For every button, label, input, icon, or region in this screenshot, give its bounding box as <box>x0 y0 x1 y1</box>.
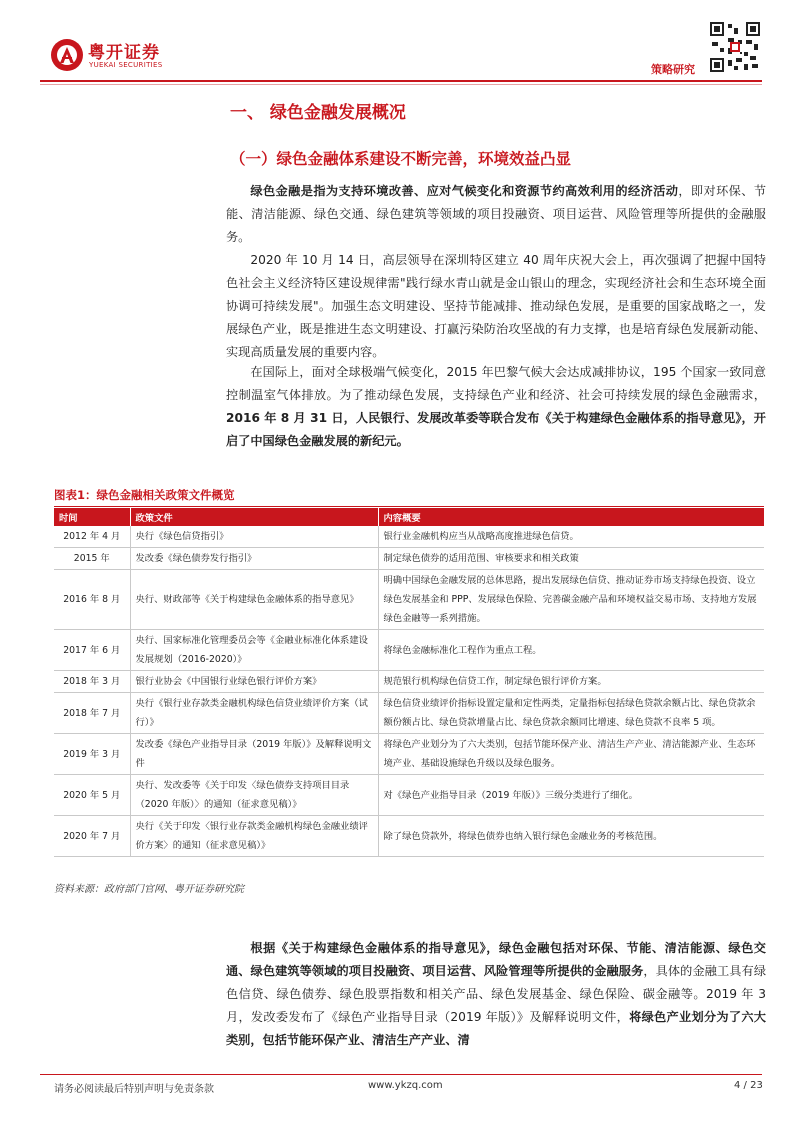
table-row <box>54 526 764 548</box>
brand-name-cn: 粤开证券 <box>88 43 160 63</box>
section-heading: 一、 绿色金融发展概况 <box>230 103 406 123</box>
paragraph-4-bold-2: 将绿色产业划分为了六大类别，包括节能环保产业、清洁生产产业、清 <box>226 1010 766 1047</box>
brand-name-en: YUEKAI SECURITIES <box>89 61 163 69</box>
table-row <box>54 671 764 693</box>
row-document: 央行、发改委等《关于印发〈绿色债券支持项目目录（2020 年版）〉的通知（征求意见稿）》 <box>130 775 378 816</box>
figure-title: 图表1：绿色金融相关政策文件概览 <box>54 488 235 502</box>
row-date: 2015 年 <box>54 548 130 570</box>
paragraph-1-bold: 绿色金融是指为支持环境改善、应对气候变化和资源节约高效利用的经济活动 <box>250 184 679 198</box>
row-document: 发改委《绿色产业指导目录（2019 年版）》及解释说明文件 <box>130 734 378 775</box>
row-document: 银行业协会《中国银行业绿色银行评价方案》 <box>130 671 378 693</box>
row-date: 2018 年 3 月 <box>54 671 130 693</box>
row-date: 2016 年 8 月 <box>54 570 130 630</box>
row-summary: 除了绿色贷款外，将绿色债券也纳入银行绿色金融业务的考核范围。 <box>378 816 764 857</box>
row-summary: 规范银行机构绿色信贷工作，制定绿色银行评价方案。 <box>378 671 764 693</box>
row-document: 央行《绿色信贷指引》 <box>130 526 378 548</box>
row-summary: 对《绿色产业指导目录（2019 年版）》三级分类进行了细化。 <box>378 775 764 816</box>
section-label: 策略研究 <box>651 63 695 76</box>
row-summary: 银行业金融机构应当从战略高度推进绿色信贷。 <box>378 526 764 548</box>
paragraph-1 <box>226 180 766 249</box>
row-document: 央行、国家标准化管理委员会等《金融业标准化体系建设发展规划（2016-2020）》 <box>130 630 378 671</box>
paragraph-4 <box>226 937 766 1052</box>
figure-title-rule <box>54 506 764 507</box>
paragraph-2-text: 2020 年 10 月 14 日，高层领导在深圳特区建立 40 周年庆祝大会上，再次强调了把握中国特色社会主义经济特区建设规律需"践行绿水青山就是金山银山的理念，实现经济社会和生态环境全面协调可持续发展"。加强生态文明建设、坚持节能减排、推动绿色发展，是重要的国家战略之一，发展绿色产业，既是推进生态文明建设、打赢污染防治攻坚战的有力支撑，也是培育绿色发展新动能、实现高质量发展的重要内容。 <box>226 253 766 359</box>
footer-disclaimer: 请务必阅读最后特别声明与免责条款 <box>54 1084 214 1095</box>
paragraph-3-text: 在国际上，面对全球极端气候变化，2015 年巴黎气候大会达成减排协议，195 个国家一致同意控制温室气体排放。为了推动绿色发展，支持绿色产业和经济、社会可持续发展的绿色金融需求， <box>226 365 766 402</box>
row-summary: 制定绿色债券的适用范围、审核要求和相关政策 <box>378 548 764 570</box>
figure-source: 资料来源：政府部门官网、粤开证券研究院 <box>54 884 244 895</box>
row-date: 2020 年 5 月 <box>54 775 130 816</box>
paragraph-2 <box>226 249 766 364</box>
row-document: 发改委《绿色债券发行指引》 <box>130 548 378 570</box>
footer-url[interactable]: www.ykzq.com <box>368 1080 443 1091</box>
footer-divider <box>40 1074 762 1075</box>
row-date: 2020 年 7 月 <box>54 816 130 857</box>
row-date: 2012 年 4 月 <box>54 526 130 548</box>
row-summary: 明确中国绿色金融发展的总体思路，提出发展绿色信贷、推动证券市场支持绿色投资、设立绿色发展基金和 PPP、发展绿色保险、完善碳金融产品和环境权益交易市场、支持地方发展绿色金融等一系列措施。 <box>378 570 764 630</box>
column-header-date: 时间 <box>54 508 130 526</box>
row-summary: 绿色信贷业绩评价指标设置定量和定性两类，定量指标包括绿色贷款余额占比、绿色贷款余额份额占比、绿色贷款增量占比、绿色贷款余额同比增速、绿色贷款不良率 5 项。 <box>378 693 764 734</box>
table-row <box>54 816 764 857</box>
paragraph-3 <box>226 361 766 453</box>
header-divider-thin <box>40 84 762 85</box>
qr-code-icon <box>708 20 762 74</box>
table-row <box>54 693 764 734</box>
table-header-row <box>54 508 764 526</box>
section-subheading: （一）绿色金融体系建设不断完善，环境效益凸显 <box>230 150 572 168</box>
paragraph-4-bold-1: 根据《关于构建绿色金融体系的指导意见》，绿色金融包括对环保、节能、清洁能源、绿色交通、绿色建筑等领域的项目投融资、项目运营、风险管理等所提供的金融服务 <box>226 941 766 978</box>
row-document: 央行《关于印发〈银行业存款类金融机构绿色金融业绩评价方案〉的通知（征求意见稿）》 <box>130 816 378 857</box>
table-row <box>54 630 764 671</box>
table-row <box>54 548 764 570</box>
table-row <box>54 570 764 630</box>
table-row <box>54 775 764 816</box>
page-number: 4 / 23 <box>734 1080 763 1091</box>
row-summary: 将绿色金融标准化工程作为重点工程。 <box>378 630 764 671</box>
header-divider <box>40 80 762 82</box>
row-document: 央行、财政部等《关于构建绿色金融体系的指导意见》 <box>130 570 378 630</box>
paragraph-1-text: ，即对环保、节能、清洁能源、绿色交通、绿色建筑等领域的项目投融资、项目运营、风险管理等所提供的金融服务。 <box>226 184 767 244</box>
policy-table <box>54 508 765 857</box>
column-header-document: 政策文件 <box>130 508 378 526</box>
row-document: 央行《银行业存款类金融机构绿色信贷业绩评价方案（试行）》 <box>130 693 378 734</box>
row-date: 2017 年 6 月 <box>54 630 130 671</box>
paragraph-3-bold: 2016 年 8 月 31 日，人民银行、发展改革委等联合发布《关于构建绿色金融体系的指导意见》，开启了中国绿色金融发展的新纪元。 <box>226 411 766 448</box>
column-header-summary: 内容概要 <box>378 508 764 526</box>
paragraph-4-text: ，具体的金融工具有绿色信贷、绿色债券、绿色股票指数和相关产品、绿色发展基金、绿色保险、碳金融等。2019 年 3 月，发改委发布了《绿色产业指导目录（2019 年版）》及解释说明文件， <box>226 964 767 1024</box>
yuekai-logo-icon <box>50 38 84 72</box>
table-row <box>54 734 764 775</box>
row-date: 2019 年 3 月 <box>54 734 130 775</box>
row-date: 2018 年 7 月 <box>54 693 130 734</box>
row-summary: 将绿色产业划分为了六大类别，包括节能环保产业、清洁生产产业、清洁能源产业、生态环境产业、基础设施绿色升级以及绿色服务。 <box>378 734 764 775</box>
